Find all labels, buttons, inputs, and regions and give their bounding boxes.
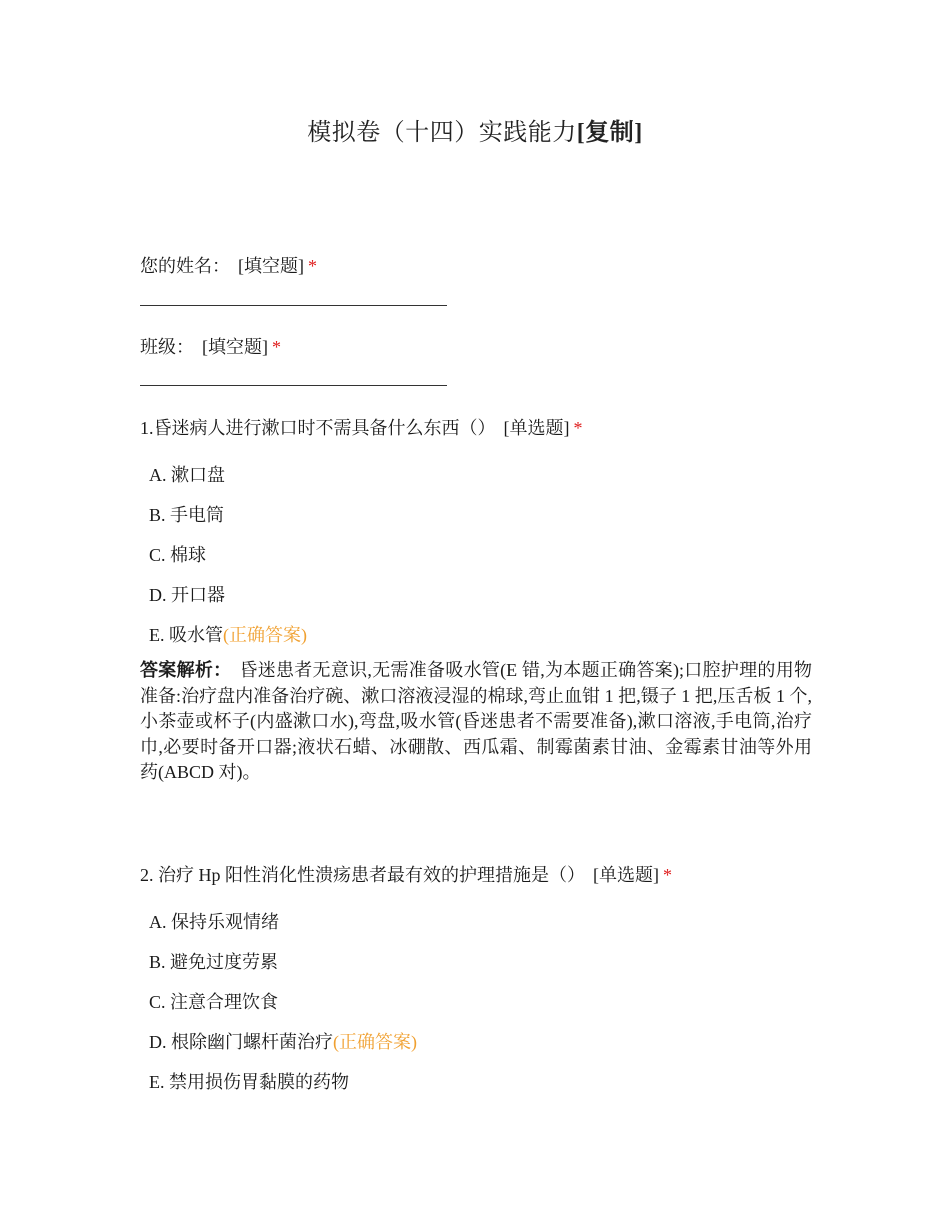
class-field-type: [填空题] bbox=[202, 337, 268, 357]
correct-answer-mark: (正确答案) bbox=[333, 1032, 417, 1052]
q2-option-e[interactable] bbox=[149, 1068, 349, 1094]
name-input-line[interactable] bbox=[140, 305, 447, 306]
option-label: B. 手电筒 bbox=[149, 505, 225, 525]
name-field-type: [填空题] bbox=[238, 256, 304, 276]
question-2-type: [单选题] bbox=[593, 865, 659, 885]
option-label: E. 禁用损伤胃黏膜的药物 bbox=[149, 1072, 349, 1092]
question-2-title bbox=[140, 861, 672, 887]
required-mark: * bbox=[272, 337, 281, 357]
class-input-line[interactable] bbox=[140, 385, 447, 386]
option-label: E. 吸水管 bbox=[149, 625, 223, 645]
option-label: B. 避免过度劳累 bbox=[149, 952, 279, 972]
option-label: C. 注意合理饮食 bbox=[149, 992, 279, 1012]
option-label: C. 棉球 bbox=[149, 545, 207, 565]
page-title bbox=[0, 112, 950, 147]
question-1-text: 1.昏迷病人进行漱口时不需具备什么东西（） bbox=[140, 418, 496, 438]
q1-answer-analysis bbox=[140, 658, 812, 786]
option-label: D. 开口器 bbox=[149, 585, 225, 605]
class-field-label: 班级： bbox=[140, 337, 194, 357]
analysis-label: 答案解析： bbox=[140, 660, 232, 680]
option-label: A. 保持乐观情绪 bbox=[149, 912, 279, 932]
required-mark: * bbox=[663, 865, 672, 885]
option-label: D. 根除幽门螺杆菌治疗 bbox=[149, 1032, 333, 1052]
question-1-title bbox=[140, 414, 583, 440]
analysis-text: 昏迷患者无意识,无需准备吸水管(E 错,为本题正确答案);口腔护理的用物准备:治疗盘内准备治疗碗、漱口溶液浸湿的棉球,弯止血钳 1 把,镊子 1 把,压舌板 1 个,小茶壶或杯子(内盛漱口水),弯盘,吸水管(昏迷患者不需要准备),漱口溶液,手电筒,治疗巾,必要时备开口器;液状石蜡、冰硼散、西瓜霜、制霉菌素甘油、金霉素甘油等外用药(ABCD 对)。 bbox=[140, 660, 812, 782]
q2-option-a[interactable] bbox=[149, 908, 279, 934]
q2-option-d[interactable] bbox=[149, 1028, 417, 1054]
q1-option-b[interactable] bbox=[149, 501, 224, 527]
q2-option-b[interactable] bbox=[149, 948, 278, 974]
q1-option-d[interactable] bbox=[149, 581, 225, 607]
required-mark: * bbox=[308, 256, 317, 276]
option-label: A. 漱口盘 bbox=[149, 465, 225, 485]
name-field-label: 您的姓名： bbox=[140, 256, 230, 276]
question-2-text: 2. 治疗 Hp 阳性消化性溃疡患者最有效的护理措施是（） bbox=[140, 865, 585, 885]
correct-answer-mark: (正确答案) bbox=[223, 625, 307, 645]
title-copy-tag: [复制] bbox=[576, 120, 643, 146]
class-field-label-row bbox=[140, 333, 281, 359]
required-mark: * bbox=[573, 418, 583, 438]
name-field-label-row bbox=[140, 252, 317, 278]
q1-option-c[interactable] bbox=[149, 541, 206, 567]
q1-option-e[interactable] bbox=[149, 621, 307, 647]
question-1-type: [单选题] bbox=[503, 418, 570, 438]
title-text: 模拟卷（十四）实践能力 bbox=[307, 120, 577, 146]
q2-option-c[interactable] bbox=[149, 988, 278, 1014]
q1-option-a[interactable] bbox=[149, 461, 225, 487]
